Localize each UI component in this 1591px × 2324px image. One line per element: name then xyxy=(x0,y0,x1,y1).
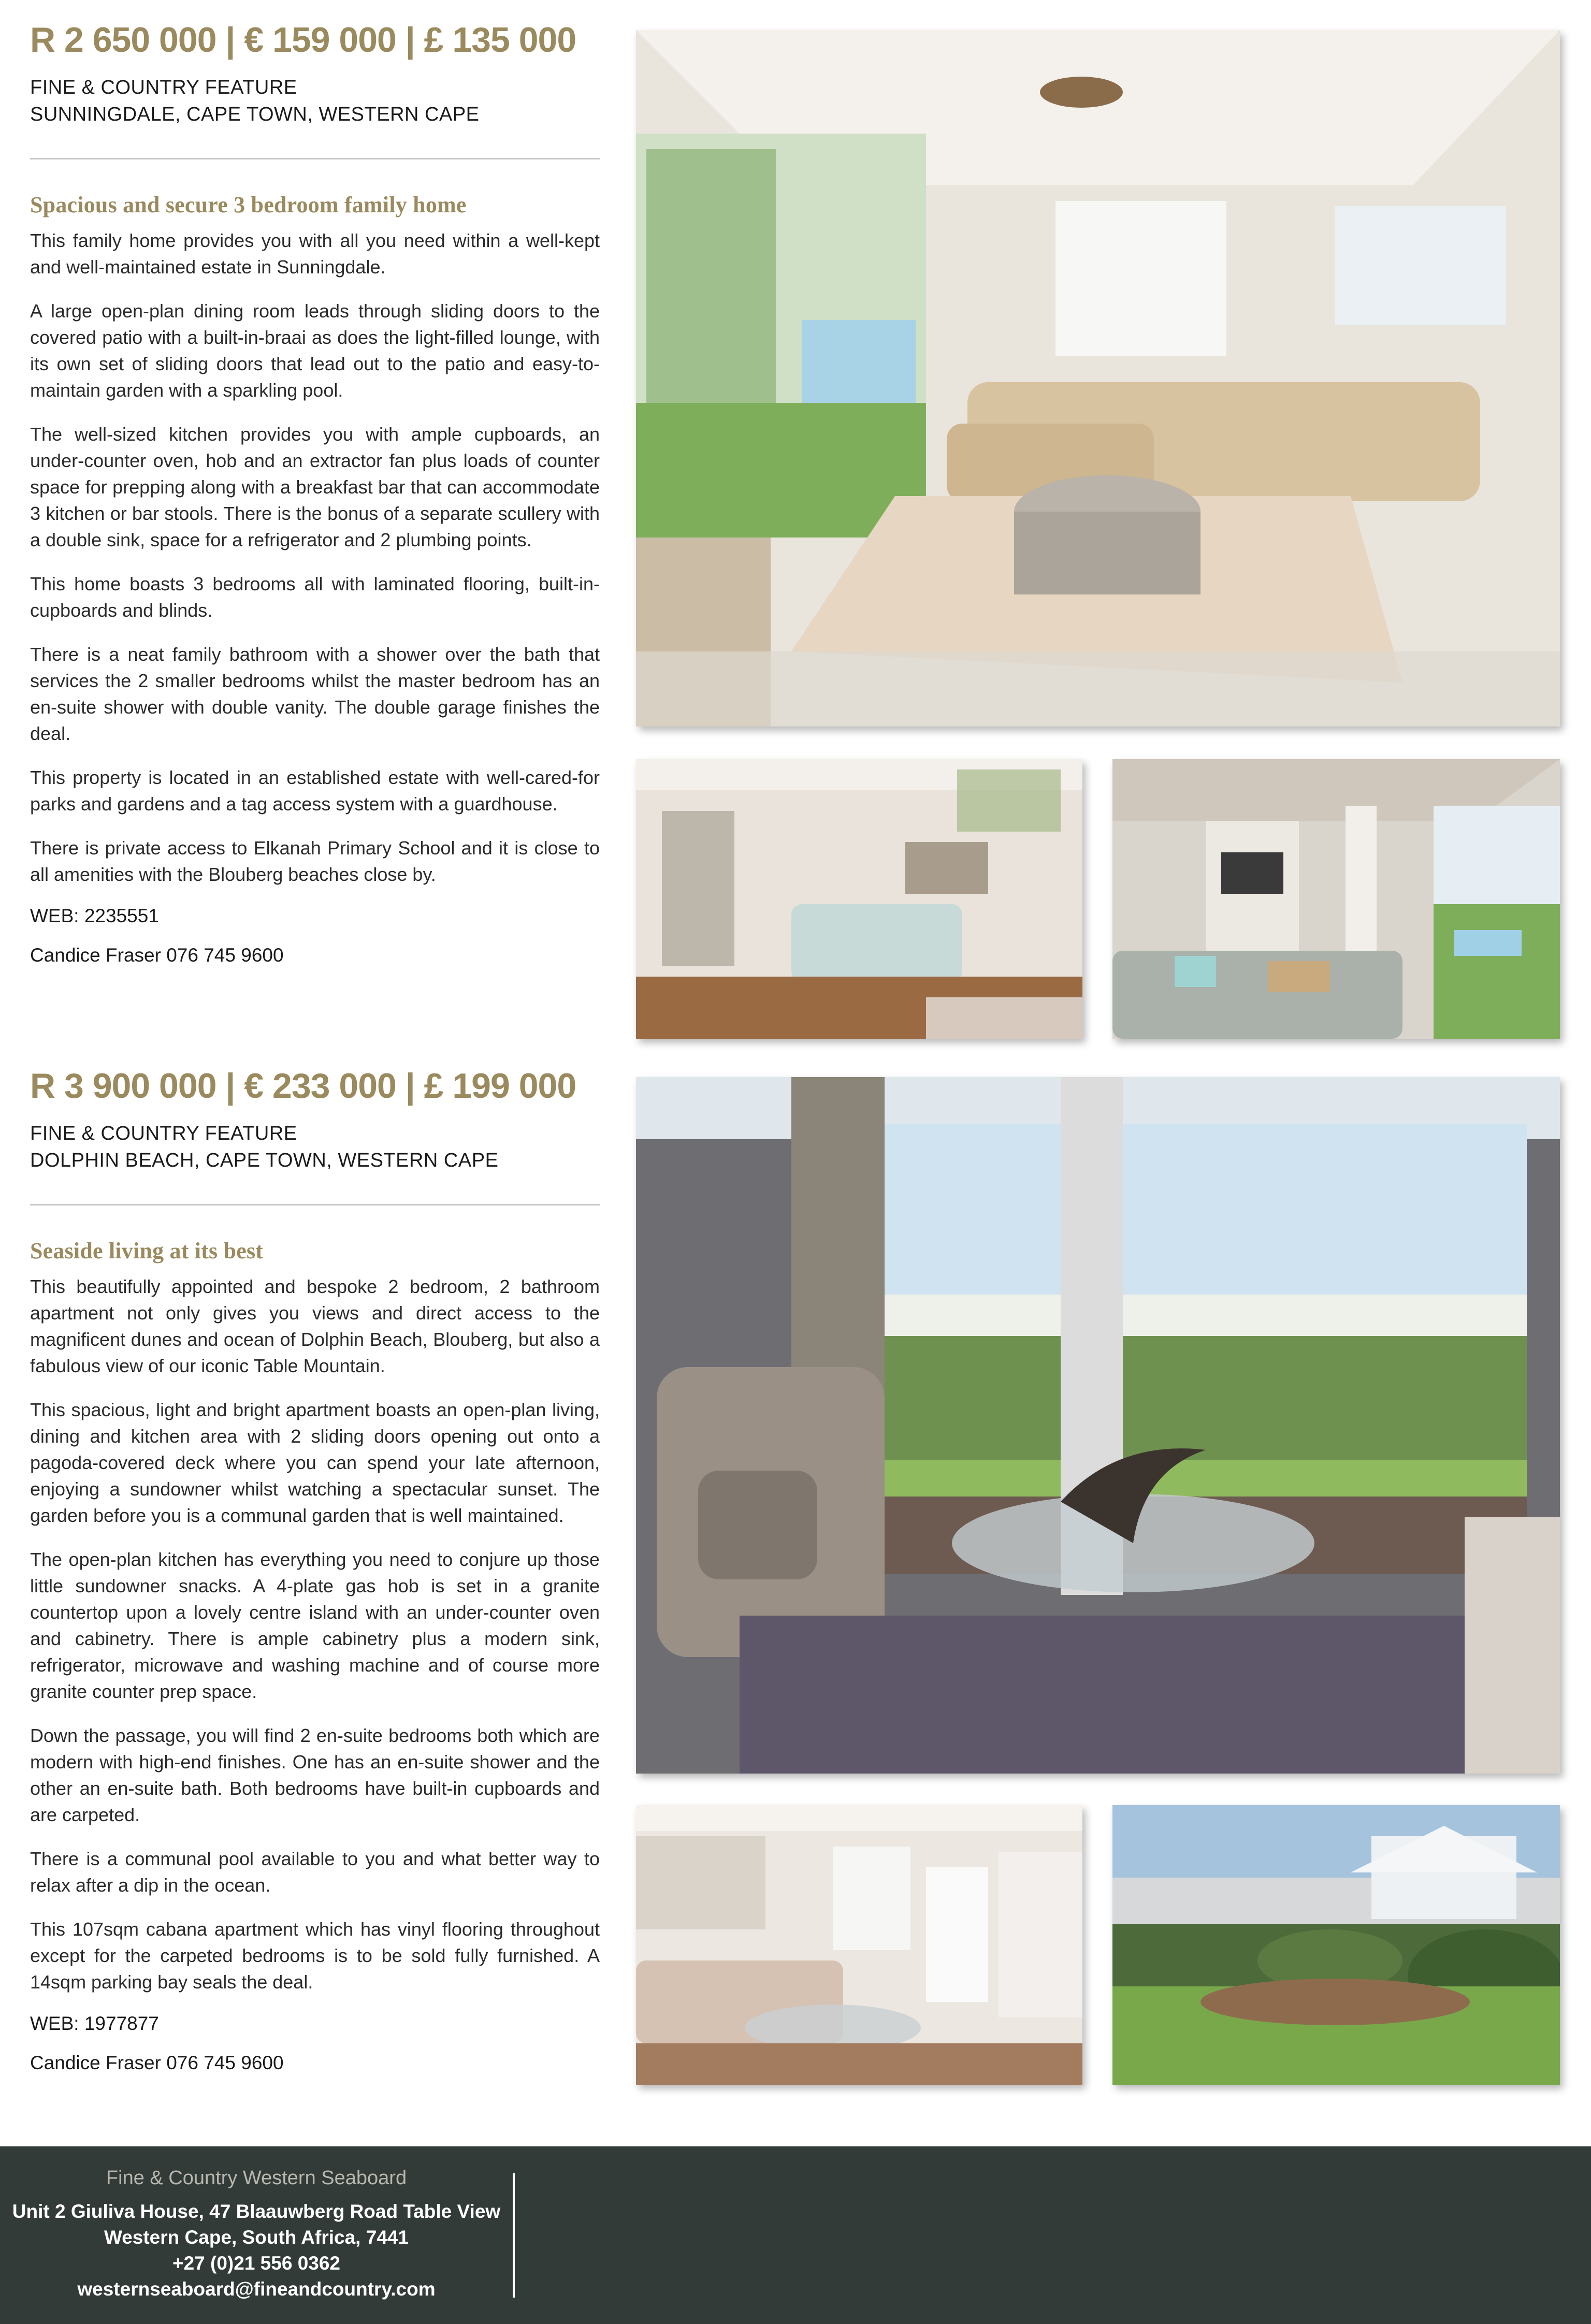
bedroom-photo xyxy=(636,759,1082,1039)
feature-label: FINE & COUNTRY FEATURE xyxy=(30,76,297,98)
description-paragraph: A large open-plan dining room leads through sliding doors to the covered patio with a built-in-braai as does the light-filled lounge, with its own set of sliding doors that lead out to the patio and easy-to-maintain garden with a sparkling pool. xyxy=(30,300,600,401)
listing-dolphin-beach xyxy=(30,1067,600,2074)
office-email[interactable]: westernseaboard@fineandcountry.com xyxy=(77,2278,436,2300)
office-address-line-1: Unit 2 Giuliva House, 47 Blaauwberg Road Table View xyxy=(12,2201,501,2222)
description-paragraph: This property is located in an established estate with well-cared-for parks and gardens and a tag access system with a guardhouse. xyxy=(30,766,600,815)
description-paragraph: This spacious, light and bright apartment boasts an open-plan living, dining and kitchen area with 2 sliding doors opening out onto a pagoda-covered deck where you can spend your late afternoon, enjoying a sundowner whilst watching a spectacular sunset. The garden before you is a communal garden that is well maintained. xyxy=(30,1399,600,1526)
office-brand: Fine & Country Western Seaboard xyxy=(106,2167,407,2189)
listing-headline: Seaside living at its best xyxy=(30,1238,264,1263)
patio-photo xyxy=(1112,759,1560,1039)
listing-headline: Spacious and secure 3 bedroom family home xyxy=(30,192,467,217)
divider xyxy=(30,158,600,159)
footer-divider xyxy=(513,2173,515,2298)
office-contact xyxy=(0,2167,513,2302)
divider xyxy=(30,1204,600,1205)
feature-label: FINE & COUNTRY FEATURE xyxy=(30,1122,297,1144)
kitchen-photo xyxy=(636,1805,1082,2085)
office-phone[interactable]: +27 (0)21 556 0362 xyxy=(172,2253,341,2274)
exterior-garden-photo xyxy=(1112,1805,1560,2085)
description-paragraph: Down the passage, you will find 2 en-suite bedrooms both which are modern with high-end finishes. One has an en-suite shower and the other an en-suite bath. Both bedrooms have built-in cupboards and are carpeted. xyxy=(30,1724,600,1825)
web-reference: WEB: 2235551 xyxy=(30,905,159,926)
description-paragraph: There is private access to Elkanah Primary School and it is close to all amenities with the Blouberg beaches close by. xyxy=(30,837,600,885)
description-paragraph: This 107sqm cabana apartment which has vinyl flooring throughout except for the carpeted bedrooms is to be sold fully furnished. A 14sqm parking bay seals the deal. xyxy=(30,1918,600,1993)
office-footer xyxy=(0,2146,1591,2324)
office-address-line-2: Western Cape, South Africa, 7441 xyxy=(104,2227,409,2248)
description-paragraph: The open-plan kitchen has everything you need to conjure up those little sundowner snacks. A 4-plate gas hob is set in a granite countertop upon a lovely centre island with an under-counter oven and cabinetry. There is ample cabinetry plus a modern sink, refrigerator, microwave and washing machine and of course more granite counter prep space. xyxy=(30,1548,600,1702)
listing-location: SUNNINGDALE, CAPE TOWN, WESTERN CAPE xyxy=(30,103,480,125)
listing-sunningdale xyxy=(30,21,600,966)
living-room-sea-view-photo xyxy=(636,1077,1560,1774)
description-paragraph: This family home provides you with all you need within a well-kept and well-maintained estate in Sunningdale. xyxy=(30,229,600,278)
lounge-photo xyxy=(636,30,1560,727)
web-reference: WEB: 1977877 xyxy=(30,2012,159,2034)
description-paragraph: There is a communal pool available to you and what better way to relax after a dip in the ocean. xyxy=(30,1848,600,1896)
listing-price: R 3 900 000 | € 233 000 | £ 199 000 xyxy=(30,1066,576,1106)
agent-contact: Candice Fraser 076 745 9600 xyxy=(30,2052,284,2073)
listing-price: R 2 650 000 | € 159 000 | £ 135 000 xyxy=(30,20,576,60)
agent-contact: Candice Fraser 076 745 9600 xyxy=(30,944,284,966)
description-paragraph: This beautifully appointed and bespoke 2 bedroom, 2 bathroom apartment not only gives you views and direct access to the magnificent dunes and ocean of Dolphin Beach, Blouberg, but also a fabulous view of our iconic Table Mountain. xyxy=(30,1275,600,1376)
description-paragraph: There is a neat family bathroom with a shower over the bath that services the 2 smaller bedrooms whilst the master bedroom has an en-suite shower with double vanity. The double garage finishes the deal. xyxy=(30,643,600,744)
description-paragraph: The well-sized kitchen provides you with ample cupboards, an under-counter oven, hob and an extractor fan plus loads of counter space for prepping along with a breakfast bar that can accommodate 3 kitchen or bar stools. There is the bonus of a separate scullery with a double sink, space for a refrigerator and 2 plumbing points. xyxy=(30,423,600,550)
listing-location: DOLPHIN BEACH, CAPE TOWN, WESTERN CAPE xyxy=(30,1149,499,1171)
description-paragraph: This home boasts 3 bedrooms all with laminated flooring, built-in-cupboards and blinds. xyxy=(30,573,600,621)
